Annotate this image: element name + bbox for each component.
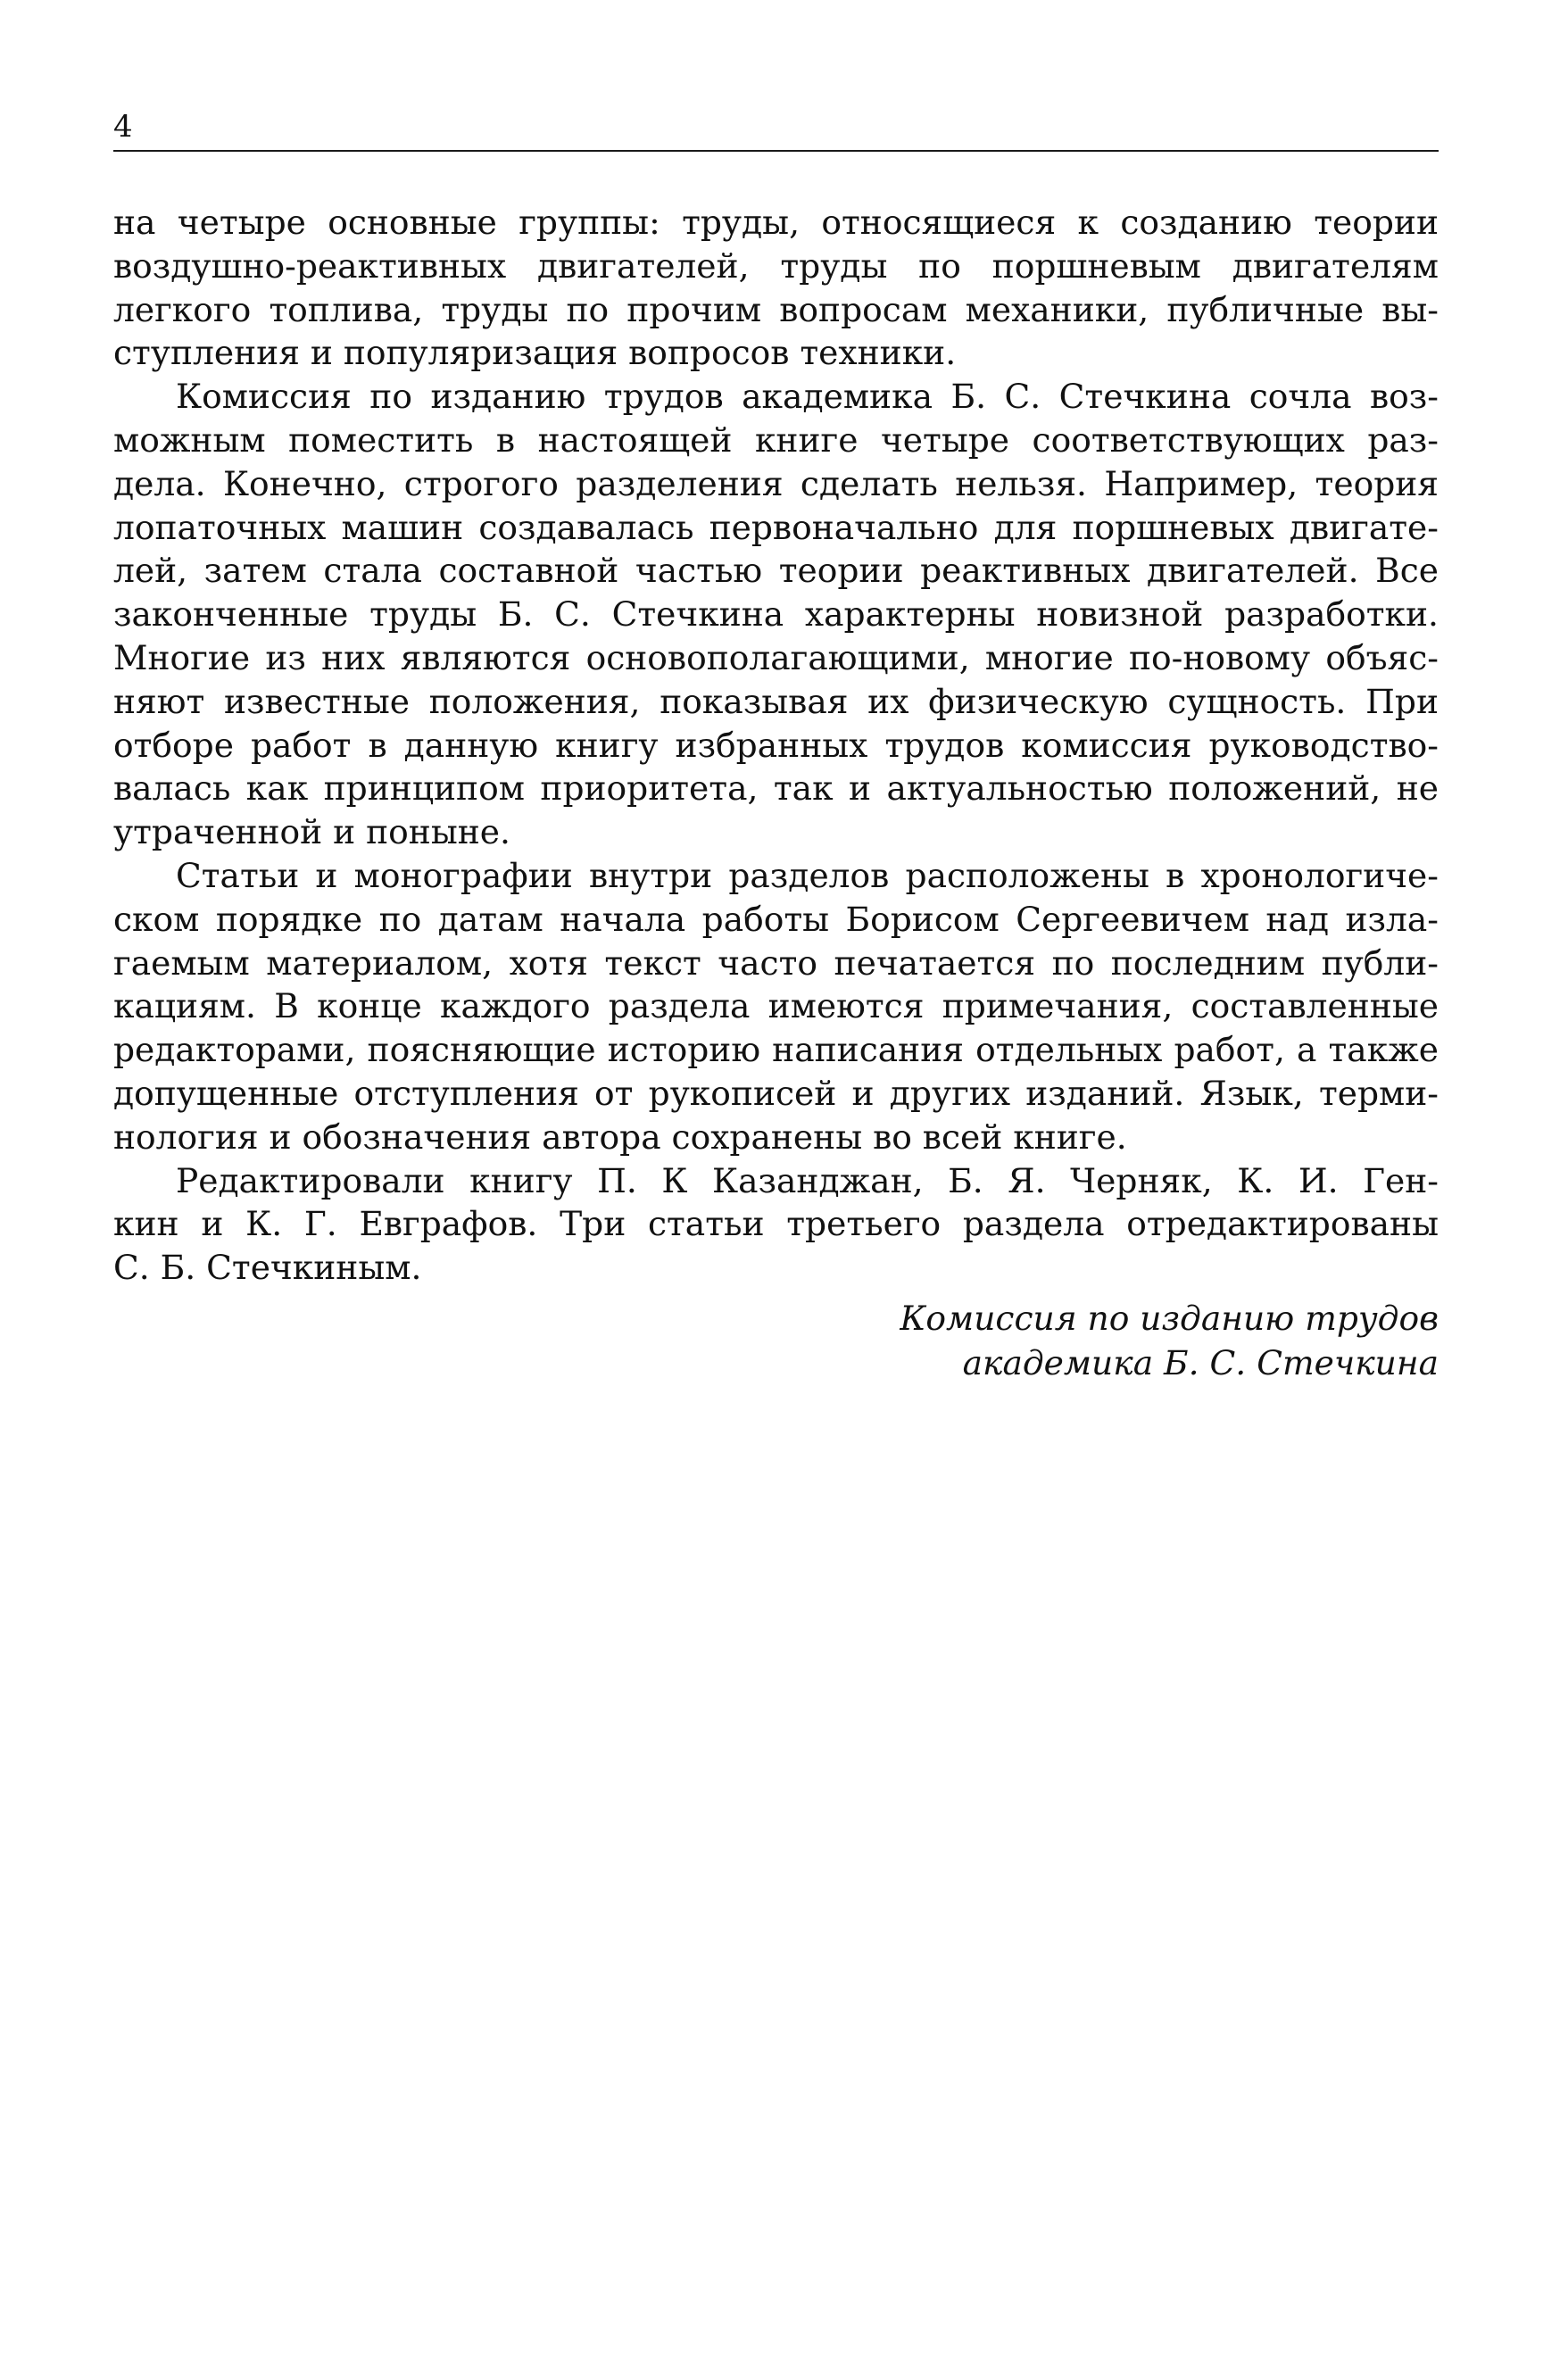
signature	[113, 1296, 1439, 1385]
text-line: дела. Конечно, строгого разделения сделать нельзя. Например, теория	[113, 463, 1439, 503]
paragraph-1	[113, 201, 1439, 375]
text-line: няют известные положения, показывая их физическую сущность. При	[113, 681, 1439, 721]
text-line: Многие из них являются основополагающими, многие по-новому объяс-	[113, 637, 1439, 677]
text-line: на четыре основные группы: труды, относящиеся к созданию теории	[113, 203, 1439, 242]
text-line: можным поместить в настоящей книге четыре соответствующих раз-	[113, 419, 1439, 460]
text-line: редакторами, поясняющие историю написания отдельных работ, а также	[113, 1030, 1439, 1070]
running-head	[113, 109, 1439, 152]
text-line: ском порядке по датам начала работы Борисом Сергеевичем над изла-	[113, 899, 1439, 939]
text-line: гаемым материалом, хотя текст часто печатается по последним публи-	[113, 942, 1439, 983]
text-line: кациям. В конце каждого раздела имеются примечания, составленные	[113, 986, 1439, 1026]
text-line: С. Б. Стечкиным.	[113, 1248, 422, 1288]
signature-line-1: Комиссия по изданию трудов	[900, 1299, 1439, 1338]
text-line: ступления и популяризация вопросов техники.	[113, 333, 957, 373]
paragraph-3	[113, 854, 1439, 1159]
text-line: кин и К. Г. Евграфов. Три статьи третьего раздела отредактированы	[113, 1204, 1439, 1244]
signature-line-2: академика Б. С. Стечкина	[962, 1343, 1439, 1382]
paragraph-2	[113, 375, 1439, 854]
text-line: утраченной и поныне.	[113, 812, 510, 852]
text-line: лей, затем стала составной частью теории реактивных двигателей. Все	[113, 551, 1439, 591]
text-line: нология и обозначения автора сохранены во всей книге.	[113, 1117, 1127, 1157]
text-line: Редактировали книгу П. К Казанджан, Б. Я. Черняк, К. И. Ген-	[176, 1160, 1439, 1200]
text-line: законченные труды Б. С. Стечкина характерны новизной разработки.	[113, 594, 1439, 635]
text-line: воздушно-реактивных двигателей, труды по поршневым двигателям	[113, 245, 1439, 286]
body-text	[113, 201, 1439, 1290]
paragraph-4	[113, 1159, 1439, 1290]
text-line: отборе работ в данную книгу избранных трудов комиссия руководство-	[113, 725, 1439, 765]
text-line: Статьи и монографии внутри разделов расположены в хронологиче-	[176, 855, 1439, 895]
page-number: 4	[113, 109, 133, 145]
text-line: допущенные отступления от рукописей и других изданий. Язык, терми-	[113, 1073, 1439, 1113]
text-line: валась как принципом приоритета, так и актуальностью положений, не	[113, 768, 1439, 809]
text-line: лопаточных машин создавалась первоначально для поршневых двигате-	[113, 507, 1439, 547]
text-line: Комиссия по изданию трудов академика Б. С. Стечкина сочла воз-	[176, 377, 1439, 417]
text-line: легкого топлива, труды по прочим вопросам механики, публичные вы-	[113, 289, 1439, 329]
